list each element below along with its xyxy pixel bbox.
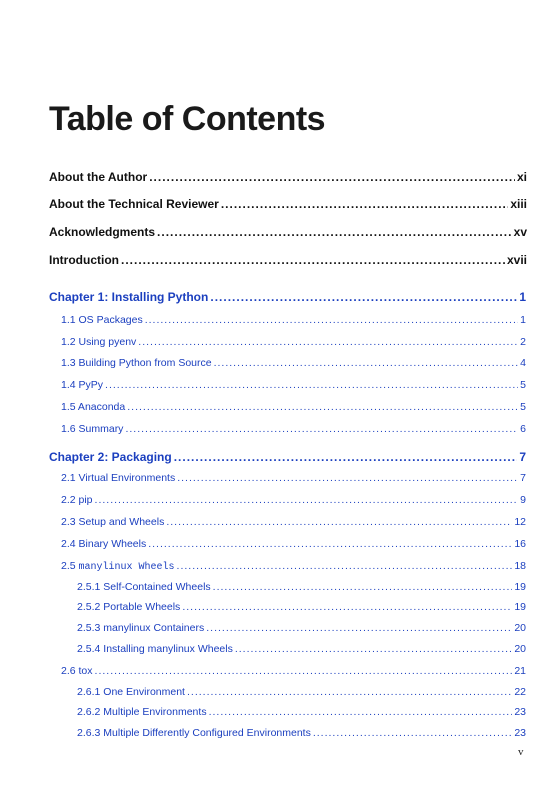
- toc-entry-page: 5: [520, 379, 526, 391]
- toc-entry-label: 2.5.2 Portable Wheels: [77, 601, 181, 613]
- toc-section-2-5-2[interactable]: [77, 601, 526, 613]
- page-title: Table of Contents: [49, 100, 326, 138]
- toc-entry-label: 2.6 tox: [61, 665, 93, 677]
- toc-entry-label: 2.2 pip: [61, 494, 93, 506]
- dot-leader: [138, 336, 518, 348]
- toc-entry-introduction[interactable]: [49, 253, 527, 267]
- toc-section-2-4[interactable]: [61, 538, 526, 550]
- toc-entry-page: 2: [520, 336, 526, 348]
- dot-leader: [125, 423, 518, 435]
- toc-entry-page: 20: [514, 643, 526, 655]
- toc-entry-label: Introduction: [49, 253, 119, 267]
- dot-leader: [145, 314, 518, 326]
- dot-leader: [313, 727, 512, 739]
- toc-entry-label: Chapter 1: Installing Python: [49, 290, 209, 304]
- dot-leader: [206, 622, 512, 634]
- dot-leader: [209, 706, 513, 718]
- page-number: v: [518, 746, 524, 758]
- dot-leader: [149, 170, 515, 184]
- toc-section-2-5-4[interactable]: [77, 643, 526, 655]
- toc-entry-page: 1: [520, 314, 526, 326]
- toc-entry-label: 1.4 PyPy: [61, 379, 104, 391]
- dot-leader: [121, 253, 505, 267]
- toc-entry-label: 2.3 Setup and Wheels: [61, 516, 165, 528]
- dot-leader: [235, 643, 512, 655]
- toc-entry-page: 1: [519, 290, 526, 304]
- toc-chapter-1[interactable]: [49, 290, 526, 304]
- toc-entry-acknowledgments[interactable]: [49, 225, 527, 239]
- toc-section-2-5[interactable]: [61, 560, 526, 573]
- toc-entry-label: 1.2 Using pyenv: [61, 336, 137, 348]
- toc-section-2-3[interactable]: [61, 516, 526, 528]
- toc-entry-page: 19: [514, 581, 526, 593]
- dot-leader: [182, 601, 512, 613]
- toc-entry-label-prefix: 2.5: [61, 560, 79, 572]
- toc-entry-page: 7: [519, 450, 526, 464]
- toc-entry-page: 21: [514, 665, 526, 677]
- toc-entry-about-reviewer[interactable]: [49, 197, 527, 211]
- toc-section-1-3[interactable]: [61, 357, 526, 369]
- toc-entry-label: 2.6.2 Multiple Environments: [77, 706, 207, 718]
- toc-entry-label: 2.4 Binary Wheels: [61, 538, 147, 550]
- toc-chapter-2[interactable]: [49, 450, 526, 464]
- toc-entry-page: 7: [520, 472, 526, 484]
- toc-entry-label: Chapter 2: Packaging: [49, 450, 172, 464]
- dot-leader: [177, 472, 518, 484]
- toc-entry-page: xi: [516, 170, 527, 184]
- toc-section-2-6-1[interactable]: [77, 686, 526, 698]
- toc-entry-label: 1.5 Anaconda: [61, 401, 126, 413]
- toc-entry-page: 12: [514, 516, 526, 528]
- dot-leader: [187, 686, 512, 698]
- toc-section-1-1[interactable]: [61, 314, 526, 326]
- toc-entry-label: [61, 560, 175, 573]
- toc-entry-page: 9: [520, 494, 526, 506]
- toc-entry-label: 1.3 Building Python from Source: [61, 357, 212, 369]
- dot-leader: [210, 290, 517, 304]
- dot-leader: [157, 225, 512, 239]
- toc-entry-page: 16: [514, 538, 526, 550]
- toc-entry-about-author[interactable]: [49, 170, 527, 184]
- dot-leader: [214, 357, 519, 369]
- toc-section-2-6-2[interactable]: [77, 706, 526, 718]
- dot-leader: [174, 450, 518, 464]
- dot-leader: [221, 197, 508, 211]
- toc-entry-page: xv: [513, 225, 527, 239]
- toc-entry-label-code: manylinux Wheels: [78, 562, 175, 573]
- toc-entry-page: 18: [514, 560, 526, 572]
- toc-section-1-2[interactable]: [61, 336, 526, 348]
- dot-leader: [148, 538, 512, 550]
- toc-entry-label: 2.5.4 Installing manylinux Wheels: [77, 643, 233, 655]
- toc-section-1-5[interactable]: [61, 401, 526, 413]
- dot-leader: [127, 401, 518, 413]
- toc-entry-label: 1.6 Summary: [61, 423, 124, 435]
- toc-entry-page: 23: [514, 706, 526, 718]
- toc-entry-label: About the Technical Reviewer: [49, 197, 219, 211]
- dot-leader: [95, 494, 519, 506]
- toc-entry-page: xiii: [510, 197, 527, 211]
- toc-entry-page: 5: [520, 401, 526, 413]
- toc-section-2-2[interactable]: [61, 494, 526, 506]
- dot-leader: [213, 581, 513, 593]
- toc-section-1-4[interactable]: [61, 379, 526, 391]
- toc-entry-label: About the Author: [49, 170, 148, 184]
- toc-entry-page: 4: [520, 357, 526, 369]
- toc-section-2-1[interactable]: [61, 472, 526, 484]
- dot-leader: [166, 516, 512, 528]
- toc-entry-page: 6: [520, 423, 526, 435]
- toc-entry-label: 2.5.3 manylinux Containers: [77, 622, 205, 634]
- toc-entry-label: 2.6.1 One Environment: [77, 686, 185, 698]
- toc-entry-label: 2.1 Virtual Environments: [61, 472, 176, 484]
- toc-entry-page: 22: [514, 686, 526, 698]
- toc-section-1-6[interactable]: [61, 423, 526, 435]
- toc-entry-page: xvii: [506, 253, 527, 267]
- toc-section-2-6-3[interactable]: [77, 727, 526, 739]
- toc-entry-label: 1.1 OS Packages: [61, 314, 143, 326]
- toc-entry-page: 19: [514, 601, 526, 613]
- toc-section-2-5-1[interactable]: [77, 581, 526, 593]
- toc-entry-page: 23: [514, 727, 526, 739]
- dot-leader: [177, 560, 513, 572]
- toc-entry-label: 2.6.3 Multiple Differently Configured Environments: [77, 727, 311, 739]
- toc-section-2-5-3[interactable]: [77, 622, 526, 634]
- dot-leader: [95, 665, 513, 677]
- toc-section-2-6[interactable]: [61, 665, 526, 677]
- toc-entry-page: 20: [514, 622, 526, 634]
- toc-entry-label: Acknowledgments: [49, 225, 156, 239]
- toc-entry-label: 2.5.1 Self-Contained Wheels: [77, 581, 211, 593]
- dot-leader: [105, 379, 518, 391]
